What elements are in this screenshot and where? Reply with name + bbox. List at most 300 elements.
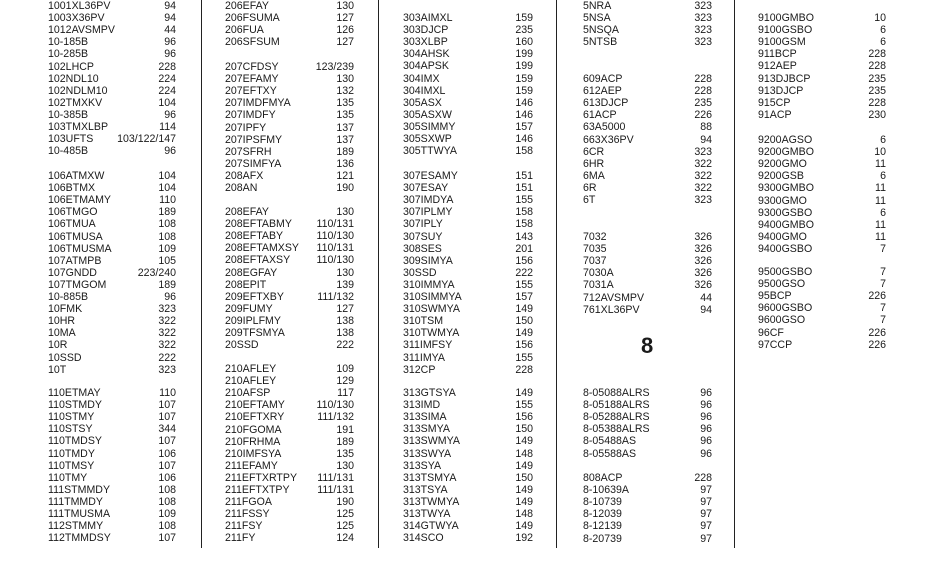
entry-page-number: 108 <box>158 483 176 496</box>
entry-page-number: 110/130 <box>316 230 354 243</box>
entry-model-code: 208AN <box>225 182 258 194</box>
entry-page-number: 130 <box>336 0 354 12</box>
entry-page-number: 235 <box>868 84 886 97</box>
entry-page-number: 228 <box>515 363 533 376</box>
entry-page-number: 107 <box>158 459 176 472</box>
entry-model-code: 310IMMYA <box>403 278 455 291</box>
index-entry <box>48 267 176 279</box>
index-entry <box>758 60 886 72</box>
entry-page-number: 130 <box>336 206 354 218</box>
entry-page-number: 155 <box>515 351 533 364</box>
index-entry <box>225 387 354 399</box>
entry-page-number: 199 <box>515 48 533 61</box>
entry-model-code: 310TSM <box>403 315 444 328</box>
entry-model-code: 209TFSMYA <box>225 327 285 339</box>
index-entry <box>583 387 712 399</box>
index-entry <box>403 109 533 121</box>
entry-model-code: 913DJCP <box>758 84 804 97</box>
index-entry <box>758 146 886 158</box>
entry-page-number: 228 <box>694 73 712 85</box>
index-entry <box>48 364 176 376</box>
entry-model-code: 307ESAMY <box>403 170 458 182</box>
entry-page-number: 96 <box>700 423 712 436</box>
entry-page-number: 150 <box>515 471 533 484</box>
index-entry <box>758 207 886 219</box>
entry-page-number: 103/122/147 <box>117 133 176 146</box>
index-entry <box>225 36 354 48</box>
index-entry <box>225 448 354 460</box>
index-entry <box>758 182 886 194</box>
index-entry <box>225 242 354 254</box>
index-entry <box>48 61 176 73</box>
entry-model-code: 313SYA <box>403 459 442 472</box>
entry-model-code: 206FSUMA <box>225 12 280 25</box>
entry-page-number: 226 <box>868 290 886 303</box>
entry-model-code: 6MA <box>583 169 605 182</box>
index-entry <box>758 134 886 146</box>
entry-page-number: 149 <box>515 303 533 316</box>
entry-page-number: 143 <box>515 230 533 243</box>
entry-page-number: 109 <box>158 242 176 255</box>
entry-model-code: 210EFTAMY <box>225 399 285 412</box>
index-entry <box>48 315 176 327</box>
entry-page-number: 226 <box>694 109 712 122</box>
entry-model-code: 209IPLFMY <box>225 314 281 327</box>
entry-page-number: 201 <box>515 242 533 255</box>
index-entry <box>48 206 176 218</box>
entry-model-code: 7030A <box>583 267 614 280</box>
entry-page-number: 97 <box>700 508 712 521</box>
entry-page-number: 124 <box>336 532 354 545</box>
index-entry <box>48 327 176 339</box>
index-entry <box>403 435 533 447</box>
index-entry <box>583 423 712 435</box>
index-entry <box>225 339 354 351</box>
index-entry <box>758 97 886 109</box>
index-entry <box>48 73 176 85</box>
entry-page-number: 150 <box>515 423 533 436</box>
entry-page-number: 157 <box>515 291 533 303</box>
entry-model-code: 911BCP <box>758 48 797 61</box>
entry-page-number: 6 <box>880 134 886 146</box>
entry-model-code: 61ACP <box>583 109 617 122</box>
entry-page-number: 228 <box>694 472 712 484</box>
index-entry <box>583 24 712 36</box>
index-entry <box>225 520 354 532</box>
index-entry <box>225 399 354 411</box>
index-entry <box>403 60 533 72</box>
entry-page-number: 148 <box>515 508 533 520</box>
entry-model-code: 103UFTS <box>48 133 94 146</box>
entry-model-code: 8-05388ALRS <box>583 423 650 436</box>
entry-model-code: 210IMFSYA <box>225 447 282 460</box>
entry-model-code: 808ACP <box>583 472 623 484</box>
entry-page-number: 155 <box>515 278 533 291</box>
entry-model-code: 9300GMBO <box>758 182 814 195</box>
entry-page-number: 127 <box>336 302 354 315</box>
entry-page-number: 158 <box>515 218 533 231</box>
entry-page-number: 192 <box>515 532 533 545</box>
column-divider <box>734 0 735 548</box>
entry-model-code: 915CP <box>758 96 791 109</box>
index-entry <box>48 0 176 12</box>
entry-model-code: 63A5000 <box>583 121 626 134</box>
index-entry <box>583 97 712 109</box>
index-entry <box>48 387 176 399</box>
entry-model-code: 211EFTXRTPY <box>225 471 298 484</box>
entry-page-number: 151 <box>515 170 533 182</box>
entry-page-number: 96 <box>164 48 176 61</box>
entry-page-number: 156 <box>515 254 533 267</box>
index-entry <box>583 267 712 279</box>
index-entry <box>225 73 354 85</box>
index-entry <box>48 133 176 145</box>
index-entry <box>225 182 354 194</box>
entry-model-code: 305ASXW <box>403 108 452 121</box>
entry-page-number: 88 <box>700 121 712 134</box>
entry-model-code: 107ATMPB <box>48 254 102 267</box>
index-entry <box>48 496 176 508</box>
index-entry <box>403 291 533 303</box>
entry-model-code: 6HR <box>583 157 605 170</box>
entry-model-code: 7037 <box>583 255 607 268</box>
entry-model-code: 110ETMAY <box>48 387 101 399</box>
entry-model-code: 6T <box>583 194 596 206</box>
entry-model-code: 5NSA <box>583 12 611 25</box>
entry-page-number: 107 <box>158 435 176 448</box>
entry-model-code: 9300GMO <box>758 194 807 207</box>
index-entry <box>48 399 176 411</box>
entry-page-number: 149 <box>515 459 533 472</box>
index-entry <box>583 134 712 146</box>
entry-page-number: 7 <box>880 278 886 291</box>
index-entry <box>583 182 712 194</box>
entry-page-number: 138 <box>336 327 354 339</box>
entry-page-number: 139 <box>336 278 354 291</box>
entry-page-number: 159 <box>515 12 533 24</box>
entry-model-code: 10FMK <box>48 303 83 316</box>
entry-model-code: 307IMDYA <box>403 194 454 207</box>
index-entry <box>403 218 533 230</box>
index-entry <box>403 411 533 423</box>
index-entry <box>225 496 354 508</box>
index-entry <box>758 290 886 302</box>
index-entry <box>48 291 176 303</box>
entry-model-code: 8-05088ALRS <box>583 387 650 399</box>
index-entry <box>583 0 712 12</box>
entry-model-code: 9600GSBO <box>758 302 813 315</box>
index-entry <box>758 278 886 290</box>
entry-model-code: 106TMUSMA <box>48 242 112 255</box>
entry-model-code: 208EPIT <box>225 278 267 291</box>
entry-page-number: 322 <box>158 315 176 328</box>
index-entry <box>403 24 533 36</box>
entry-page-number: 228 <box>868 48 886 61</box>
entry-model-code: 207EFTXY <box>225 85 277 98</box>
index-entry <box>758 219 886 231</box>
entry-page-number: 149 <box>515 435 533 448</box>
index-entry <box>48 231 176 243</box>
entry-model-code: 8-05288ALRS <box>583 411 650 424</box>
index-entry <box>225 24 354 36</box>
entry-model-code: 211FSY <box>225 520 263 533</box>
index-entry <box>48 339 176 351</box>
entry-model-code: 314GTWYA <box>403 520 459 533</box>
entry-page-number: 125 <box>336 508 354 521</box>
entry-page-number: 228 <box>694 85 712 98</box>
entry-page-number: 189 <box>158 206 176 219</box>
index-entry <box>48 24 176 36</box>
entry-page-number: 323 <box>694 12 712 25</box>
entry-model-code: 103TMXLBP <box>48 121 109 133</box>
index-entry <box>48 85 176 97</box>
entry-model-code: 106ETMAMY <box>48 194 111 207</box>
index-entry <box>225 484 354 496</box>
index-entry <box>225 122 354 134</box>
index-entry <box>48 352 176 364</box>
index-entry <box>583 243 712 255</box>
index-entry <box>403 206 533 218</box>
entry-page-number: 135 <box>336 97 354 110</box>
index-entry <box>225 254 354 266</box>
index-entry <box>48 218 176 230</box>
entry-page-number: 104 <box>158 96 176 109</box>
index-entry <box>583 231 712 243</box>
entry-model-code: 110STMDY <box>48 399 102 412</box>
entry-model-code: 110STSY <box>48 423 93 436</box>
entry-model-code: 761XL36PV <box>583 303 640 316</box>
index-entry <box>225 363 354 375</box>
entry-page-number: 222 <box>336 339 354 352</box>
entry-page-number: 155 <box>515 399 533 412</box>
entry-page-number: 11 <box>875 218 886 231</box>
index-entry <box>225 12 354 24</box>
entry-model-code: 106TMUA <box>48 218 96 231</box>
index-entry <box>48 508 176 520</box>
entry-page-number: 230 <box>868 108 886 121</box>
entry-model-code: 9600GSO <box>758 314 806 327</box>
entry-page-number: 226 <box>868 338 886 351</box>
entry-page-number: 6 <box>880 36 886 49</box>
entry-page-number: 138 <box>336 314 354 327</box>
entry-page-number: 189 <box>336 435 354 448</box>
entry-model-code: 313TWYA <box>403 508 451 520</box>
entry-model-code: 313SMYA <box>403 423 450 436</box>
entry-page-number: 159 <box>515 72 533 85</box>
index-entry <box>225 411 354 423</box>
index-entry <box>225 146 354 158</box>
index-entry <box>583 73 712 85</box>
entry-page-number: 44 <box>164 24 176 37</box>
entry-model-code: 913DJBCP <box>758 72 811 85</box>
entry-model-code: 10-485B <box>48 145 89 158</box>
entry-page-number: 123/239 <box>315 61 354 73</box>
entry-model-code: 912AEP <box>758 60 797 73</box>
entry-page-number: 326 <box>694 279 712 292</box>
entry-page-number: 146 <box>515 133 533 145</box>
index-entry <box>583 146 712 158</box>
entry-page-number: 135 <box>336 109 354 122</box>
entry-page-number: 130 <box>336 73 354 86</box>
entry-page-number: 11 <box>875 194 886 207</box>
entry-page-number: 97 <box>700 520 712 533</box>
index-entry <box>48 423 176 435</box>
index-entry <box>403 508 533 520</box>
index-entry <box>758 327 886 339</box>
entry-model-code: 10-385B <box>48 108 89 121</box>
entry-page-number: 228 <box>158 60 176 73</box>
entry-page-number: 137 <box>336 133 354 146</box>
entry-page-number: 96 <box>700 387 712 399</box>
entry-page-number: 109 <box>336 363 354 375</box>
index-entry <box>758 48 886 60</box>
index-entry <box>583 520 712 532</box>
entry-page-number: 7 <box>880 242 886 255</box>
entry-page-number: 7 <box>880 314 886 327</box>
entry-model-code: 8-05188ALRS <box>583 399 650 412</box>
entry-model-code: 305SIMMY <box>403 120 456 133</box>
entry-model-code: 207SIMFYA <box>225 157 282 170</box>
entry-model-code: 208EFTAXSY <box>225 254 291 267</box>
entry-page-number: 125 <box>336 520 354 533</box>
entry-page-number: 94 <box>164 12 176 25</box>
entry-model-code: 209FUMY <box>225 302 273 315</box>
entry-page-number: 96 <box>700 447 712 460</box>
entry-model-code: 9400GMO <box>758 230 807 243</box>
entry-model-code: 8-10639A <box>583 484 629 497</box>
index-entry <box>583 109 712 121</box>
index-entry <box>225 327 354 339</box>
entry-page-number: 126 <box>336 24 354 37</box>
index-entry <box>403 448 533 460</box>
index-entry <box>48 182 176 194</box>
index-entry <box>403 267 533 279</box>
entry-model-code: 208AFX <box>225 169 264 182</box>
index-entry <box>403 36 533 48</box>
entry-page-number: 322 <box>694 169 712 182</box>
entry-model-code: 10-885B <box>48 291 89 303</box>
entry-page-number: 132 <box>336 85 354 98</box>
entry-page-number: 109 <box>158 508 176 520</box>
entry-page-number: 146 <box>515 96 533 109</box>
entry-model-code: 95BCP <box>758 290 792 303</box>
entry-page-number: 96 <box>164 145 176 158</box>
index-entry <box>48 170 176 182</box>
entry-page-number: 323 <box>694 194 712 206</box>
index-entry <box>758 302 886 314</box>
entry-model-code: 102LHCP <box>48 60 94 73</box>
entry-model-code: 110STMY <box>48 411 95 424</box>
entry-model-code: 613DJCP <box>583 97 629 110</box>
index-entry <box>48 484 176 496</box>
entry-model-code: 310SIMMYA <box>403 291 462 303</box>
entry-model-code: 312CP <box>403 363 436 376</box>
entry-model-code: 307SUY <box>403 230 443 243</box>
index-entry <box>403 532 533 544</box>
entry-model-code: 211EFAMY <box>225 459 278 472</box>
entry-model-code: 9500GSBO <box>758 266 813 278</box>
entry-model-code: 313TSMYA <box>403 471 457 484</box>
entry-page-number: 7 <box>880 302 886 315</box>
entry-page-number: 149 <box>515 495 533 508</box>
entry-model-code: 208EGFAY <box>225 266 278 279</box>
index-entry <box>48 460 176 472</box>
entry-model-code: 208EFTAMXSY <box>225 242 299 255</box>
index-entry <box>758 12 886 24</box>
entry-page-number: 322 <box>694 157 712 170</box>
index-entry <box>225 218 354 230</box>
entry-model-code: 206SFSUM <box>225 36 280 49</box>
entry-model-code: 111TMUSMA <box>48 508 111 520</box>
entry-page-number: 6 <box>880 170 886 183</box>
entry-page-number: 107 <box>158 399 176 412</box>
entry-model-code: 207IMDFY <box>225 109 276 122</box>
entry-page-number: 344 <box>158 423 176 436</box>
index-entry <box>403 484 533 496</box>
entry-model-code: 207IPSFMY <box>225 133 283 146</box>
entry-model-code: 210AFSP <box>225 387 271 400</box>
index-entry <box>758 85 886 97</box>
index-entry <box>225 291 354 303</box>
entry-page-number: 323 <box>694 145 712 158</box>
entry-page-number: 322 <box>158 339 176 352</box>
index-entry <box>403 231 533 243</box>
entry-page-number: 155 <box>515 194 533 207</box>
index-entry <box>48 48 176 60</box>
entry-model-code: 110TMDY <box>48 447 95 460</box>
entry-model-code: 96CF <box>758 326 784 339</box>
entry-model-code: 208EFTABY <box>225 230 284 243</box>
entry-model-code: 313GTSYA <box>403 387 456 399</box>
entry-page-number: 190 <box>336 496 354 509</box>
entry-page-number: 228 <box>868 60 886 73</box>
entry-page-number: 151 <box>515 182 533 195</box>
column-divider <box>556 0 557 548</box>
index-entry <box>583 435 712 447</box>
entry-model-code: 9100GMBO <box>758 12 814 24</box>
entry-model-code: 210EFTXRY <box>225 411 285 424</box>
index-entry <box>583 255 712 267</box>
entry-page-number: 146 <box>515 108 533 121</box>
entry-model-code: 110TMSY <box>48 459 95 472</box>
entry-page-number: 130 <box>336 459 354 472</box>
entry-model-code: 10HR <box>48 315 76 328</box>
index-entry <box>403 97 533 109</box>
index-entry <box>225 230 354 242</box>
entry-page-number: 130 <box>336 266 354 279</box>
entry-model-code: 208EFAY <box>225 206 269 218</box>
entry-page-number: 11 <box>875 230 886 243</box>
entry-model-code: 305ASX <box>403 96 442 109</box>
entry-page-number: 322 <box>158 327 176 340</box>
index-entry <box>583 170 712 182</box>
index-entry <box>225 206 354 218</box>
index-entry <box>403 279 533 291</box>
entry-model-code: 313SWMYA <box>403 435 460 448</box>
entry-page-number: 156 <box>515 339 533 352</box>
section-number-marker: 8 <box>641 333 654 358</box>
index-entry <box>403 121 533 133</box>
entry-page-number: 326 <box>694 255 712 268</box>
index-entry <box>758 73 886 85</box>
entry-page-number: 326 <box>694 231 712 243</box>
entry-model-code: 9300GSBO <box>758 206 813 219</box>
entry-model-code: 303XLBP <box>403 36 448 49</box>
index-entry <box>403 460 533 472</box>
entry-model-code: 9200AGSO <box>758 134 813 146</box>
index-entry <box>758 24 886 36</box>
index-entry <box>758 231 886 243</box>
